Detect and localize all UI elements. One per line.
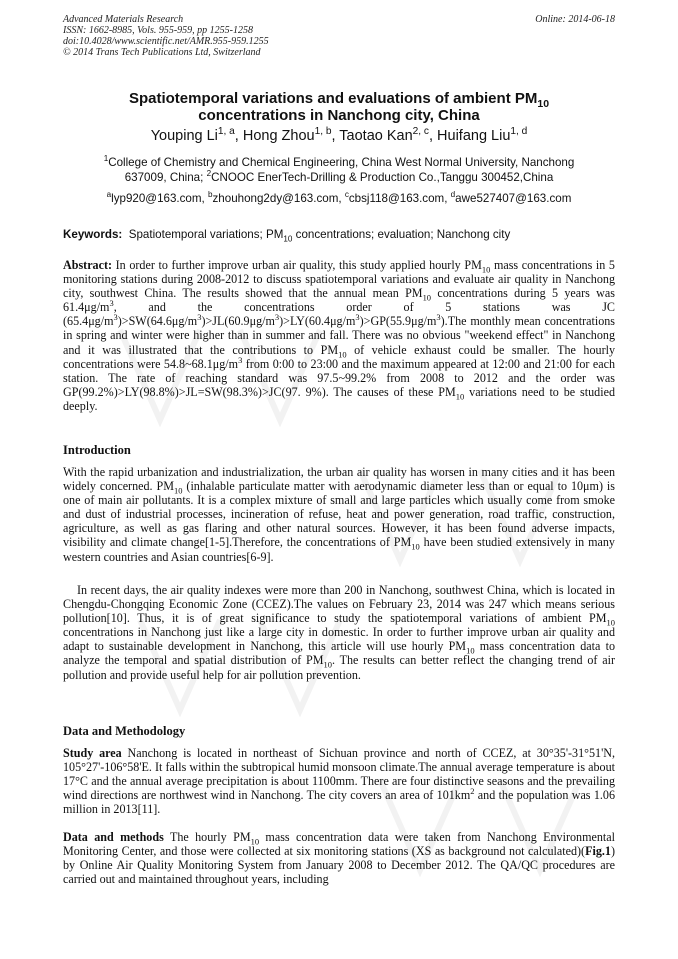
abstract-text: ).The monthly mean concentrations in spring and winter were higher than in summer and fall. There was no obvious "weekend effect" in Nanchong and it was illustrated that the contributions to PM: [63, 314, 615, 357]
data-methods-text: mass concentration data were taken from Nanchong Environmental Monitoring Center, and those were collected at six monitoring stations (XS as background not calculated)(: [63, 830, 615, 859]
online-date: Online: 2014-06-18: [535, 14, 615, 25]
data-methods-sub: 10: [250, 836, 260, 847]
affil-2-mark: 2: [206, 169, 212, 179]
keywords-sub: 10: [283, 234, 293, 244]
abstract-text: )>SW(64.6μg/m: [117, 314, 198, 329]
study-area-label: Study area: [63, 746, 122, 760]
study-area-paragraph: [63, 746, 615, 816]
intro-sub: 10: [606, 617, 615, 628]
intro-text: mass concentration data to analyze the temporal and spatial distribution of PM: [63, 639, 615, 668]
affil-2-text: CNOOC EnerTech-Drilling & Production Co.,Tanggu 300452,China: [211, 171, 554, 184]
intro-text: . The results can better reflect the changing trend of air pollution and provide useful help for air pollution prevention.: [63, 653, 615, 682]
email-c-mark: c: [344, 190, 349, 200]
author-3: Taotao Kan: [339, 128, 413, 144]
affil-1-text: College of Chemistry and Chemical Engineering, China West Normal University, Nanchong: [108, 156, 575, 169]
abstract-sup: 3: [109, 298, 114, 309]
author-3-affil: 2, c: [412, 126, 429, 138]
abstract-text: variations need to be studied deeply.: [63, 384, 615, 413]
author-1: Youping Li: [150, 128, 218, 144]
email-d: awe527407@163.com: [455, 192, 572, 205]
keywords-text-2: concentrations; evaluation; Nanchong city: [292, 228, 511, 241]
introduction-paragraph-2: [63, 583, 615, 682]
data-methods-paragraph: [63, 830, 615, 886]
abstract-sup: 3: [355, 312, 360, 323]
figure-reference: Fig.1: [585, 844, 611, 859]
intro-sub: 10: [466, 645, 475, 656]
keywords-text-1: Spatiotemporal variations; PM: [128, 228, 284, 241]
study-area-text: Nanchong is located in northeast of Sichuan province and north of CCEZ, at 30°35'-31°51'N, 105°27'-106°58'E. It falls within the subtropical humid monsoon climate.The annual average temperature is about 17°C and the annual average precipitation is about 1100mm. There are four distinctive seasons and the prevailing wind directions are northwest wind in Nanchong. The city covers an area of 101km: [63, 746, 616, 803]
intro-text: have been studied extensively in many western countries and Asian countries[6-9].: [63, 535, 615, 564]
title-line-1: Spatiotemporal variations and evaluations of ambient PM: [128, 90, 538, 107]
introduction-heading: Introduction: [63, 443, 131, 457]
journal-header: [63, 14, 269, 58]
affil-1-text-cont: 637009, China;: [124, 171, 207, 184]
email-b: zhouhong2dy@163.com,: [212, 192, 345, 205]
doi: doi:10.4028/www.scientific.net/AMR.955-959.1255: [63, 36, 269, 47]
abstract-sup: 3: [113, 312, 118, 323]
data-methods-text: The hourly PM: [163, 830, 251, 844]
keywords-label: Keywords:: [63, 228, 123, 241]
abstract-sub: 10: [338, 348, 347, 359]
abstract-sup: 3: [197, 312, 202, 323]
data-methods-text: ) by Online Air Quality Monitoring System from January 2008 to December 2012. The QA/QC procedures are carried out and maintained throughout years, including: [63, 844, 615, 887]
abstract-text: from 0:00 to 23:00 and the maximum appeared at 12:00 and 21:00 for each station. The rate of reaching standard was 97.5~99.2% from 2008 to 2012 and the order was GP(99.2%)>LY(98.8%)>JL=SW(98.3%)>JC(97. 9%). The causes of these PM: [63, 356, 616, 399]
abstract-sub: 10: [455, 391, 465, 402]
abstract-text: )>JL(60.9μg/m: [201, 314, 275, 329]
title-subscript: 10: [537, 98, 550, 110]
author-4-affil: 1, d: [510, 126, 528, 138]
abstract-sup: 3: [274, 312, 280, 323]
abstract: [63, 258, 615, 413]
intro-text: (inhalable particulate matter with aerodynamic diameter less than or equal to 10μm) is one of main air pollutants. It is a complex mixture of small and large particles which usually come from smoke and dust of industrial processes, incineration of refuse, heat and power generation, road traffic, construction, agriculture, as well as gas flaring and other natural sources. However, it has been found adverse impacts, visibility and climate change[1-5].Therefore, the concentrations of PM: [63, 479, 615, 550]
email-d-mark: d: [450, 190, 456, 200]
author-2-affil: 1, b: [314, 126, 332, 138]
copyright: © 2014 Trans Tech Publications Ltd, Switzerland: [63, 47, 261, 58]
abstract-text: )>LY(60.4μg/m: [279, 314, 356, 329]
intro-sub: 10: [174, 485, 183, 496]
author-emails: [63, 191, 615, 206]
email-a-mark: a: [106, 190, 112, 200]
intro-sub: 10: [323, 659, 332, 670]
abstract-text: mass concentrations in 5 monitoring stations during 2008-2012 to discuss spatiotemporal variations and evaluate air quality in Nanchong city, southwest China. The results showed that the annual mean PM: [63, 258, 615, 301]
affil-1-mark: 1: [103, 154, 109, 164]
introduction-paragraph-1: [63, 465, 615, 564]
author-2: Hong Zhou: [242, 128, 315, 144]
abstract-sub: 10: [422, 292, 432, 303]
intro-text: With the rapid urbanization and industrialization, the urban air quality has worsen in many cities and it has been widely concerned. PM: [63, 465, 615, 494]
abstract-sup: 3: [238, 354, 243, 365]
keywords: [63, 227, 615, 242]
journal-name: Advanced Materials Research: [63, 14, 184, 25]
study-area-sup: 2: [470, 786, 475, 797]
email-b-mark: b: [207, 190, 213, 200]
abstract-text: , and the concentrations order of 5 stations was JC (65.4μg/m: [63, 300, 615, 329]
abstract-text: In order to further improve urban air quality, this study applied hourly PM: [112, 258, 482, 272]
abstract-sup: 3: [436, 312, 441, 323]
data-methodology-heading: Data and Methodology: [63, 724, 186, 738]
abstract-text: )>GP(55.9μg/m: [359, 314, 437, 329]
data-methods-label: Data and methods: [63, 830, 164, 844]
affiliations: [63, 155, 615, 185]
abstract-text: of vehicle exhaust could be smaller. The hourly concentrations were 54.8~68.1μg/m: [63, 342, 615, 371]
abstract-sub: 10: [481, 264, 491, 275]
author-1-affil: 1, a: [217, 126, 235, 138]
intro-sub: 10: [411, 541, 420, 552]
intro-text: In recent days, the air quality indexes were more than 200 in Nanchong, southwest China, which is located in Chengdu-Chongqing Economic Zone (CCEZ).The values on February 23, 2014 was 247 which means serious pollution[10]. Thus, it is of great significance to study the spatiotemporal variations of ambient PM: [63, 583, 615, 626]
abstract-text: concentrations during 5 years was 61.4μg/m: [63, 286, 615, 315]
paper-title: [63, 90, 615, 124]
title-line-2: concentrations in Nanchong city, China: [198, 107, 480, 124]
email-a: lyp920@163.com,: [111, 192, 208, 205]
email-c: cbsj118@163.com,: [348, 192, 451, 205]
study-area-text: and the population was 1.06 million in 2013[11].: [63, 788, 615, 817]
intro-text: concentrations in Nanchong just like a large city in domestic. In order to further improve urban air quality and adapt to sustainable development in Nanchong, this article will use hourly PM: [63, 625, 615, 654]
author-4: Huifang Liu: [437, 128, 511, 144]
abstract-label: Abstract:: [63, 258, 113, 272]
author-list: Youping Li$^{1, a}$, Hong Zhou$^{1, b}$, Taotao Kan$^{2, c}$, Huifang Liu$^{1, d}$: [150, 126, 528, 144]
issn: ISSN: 1662-8985, Vols. 955-959, pp 1255-1258: [63, 25, 253, 36]
